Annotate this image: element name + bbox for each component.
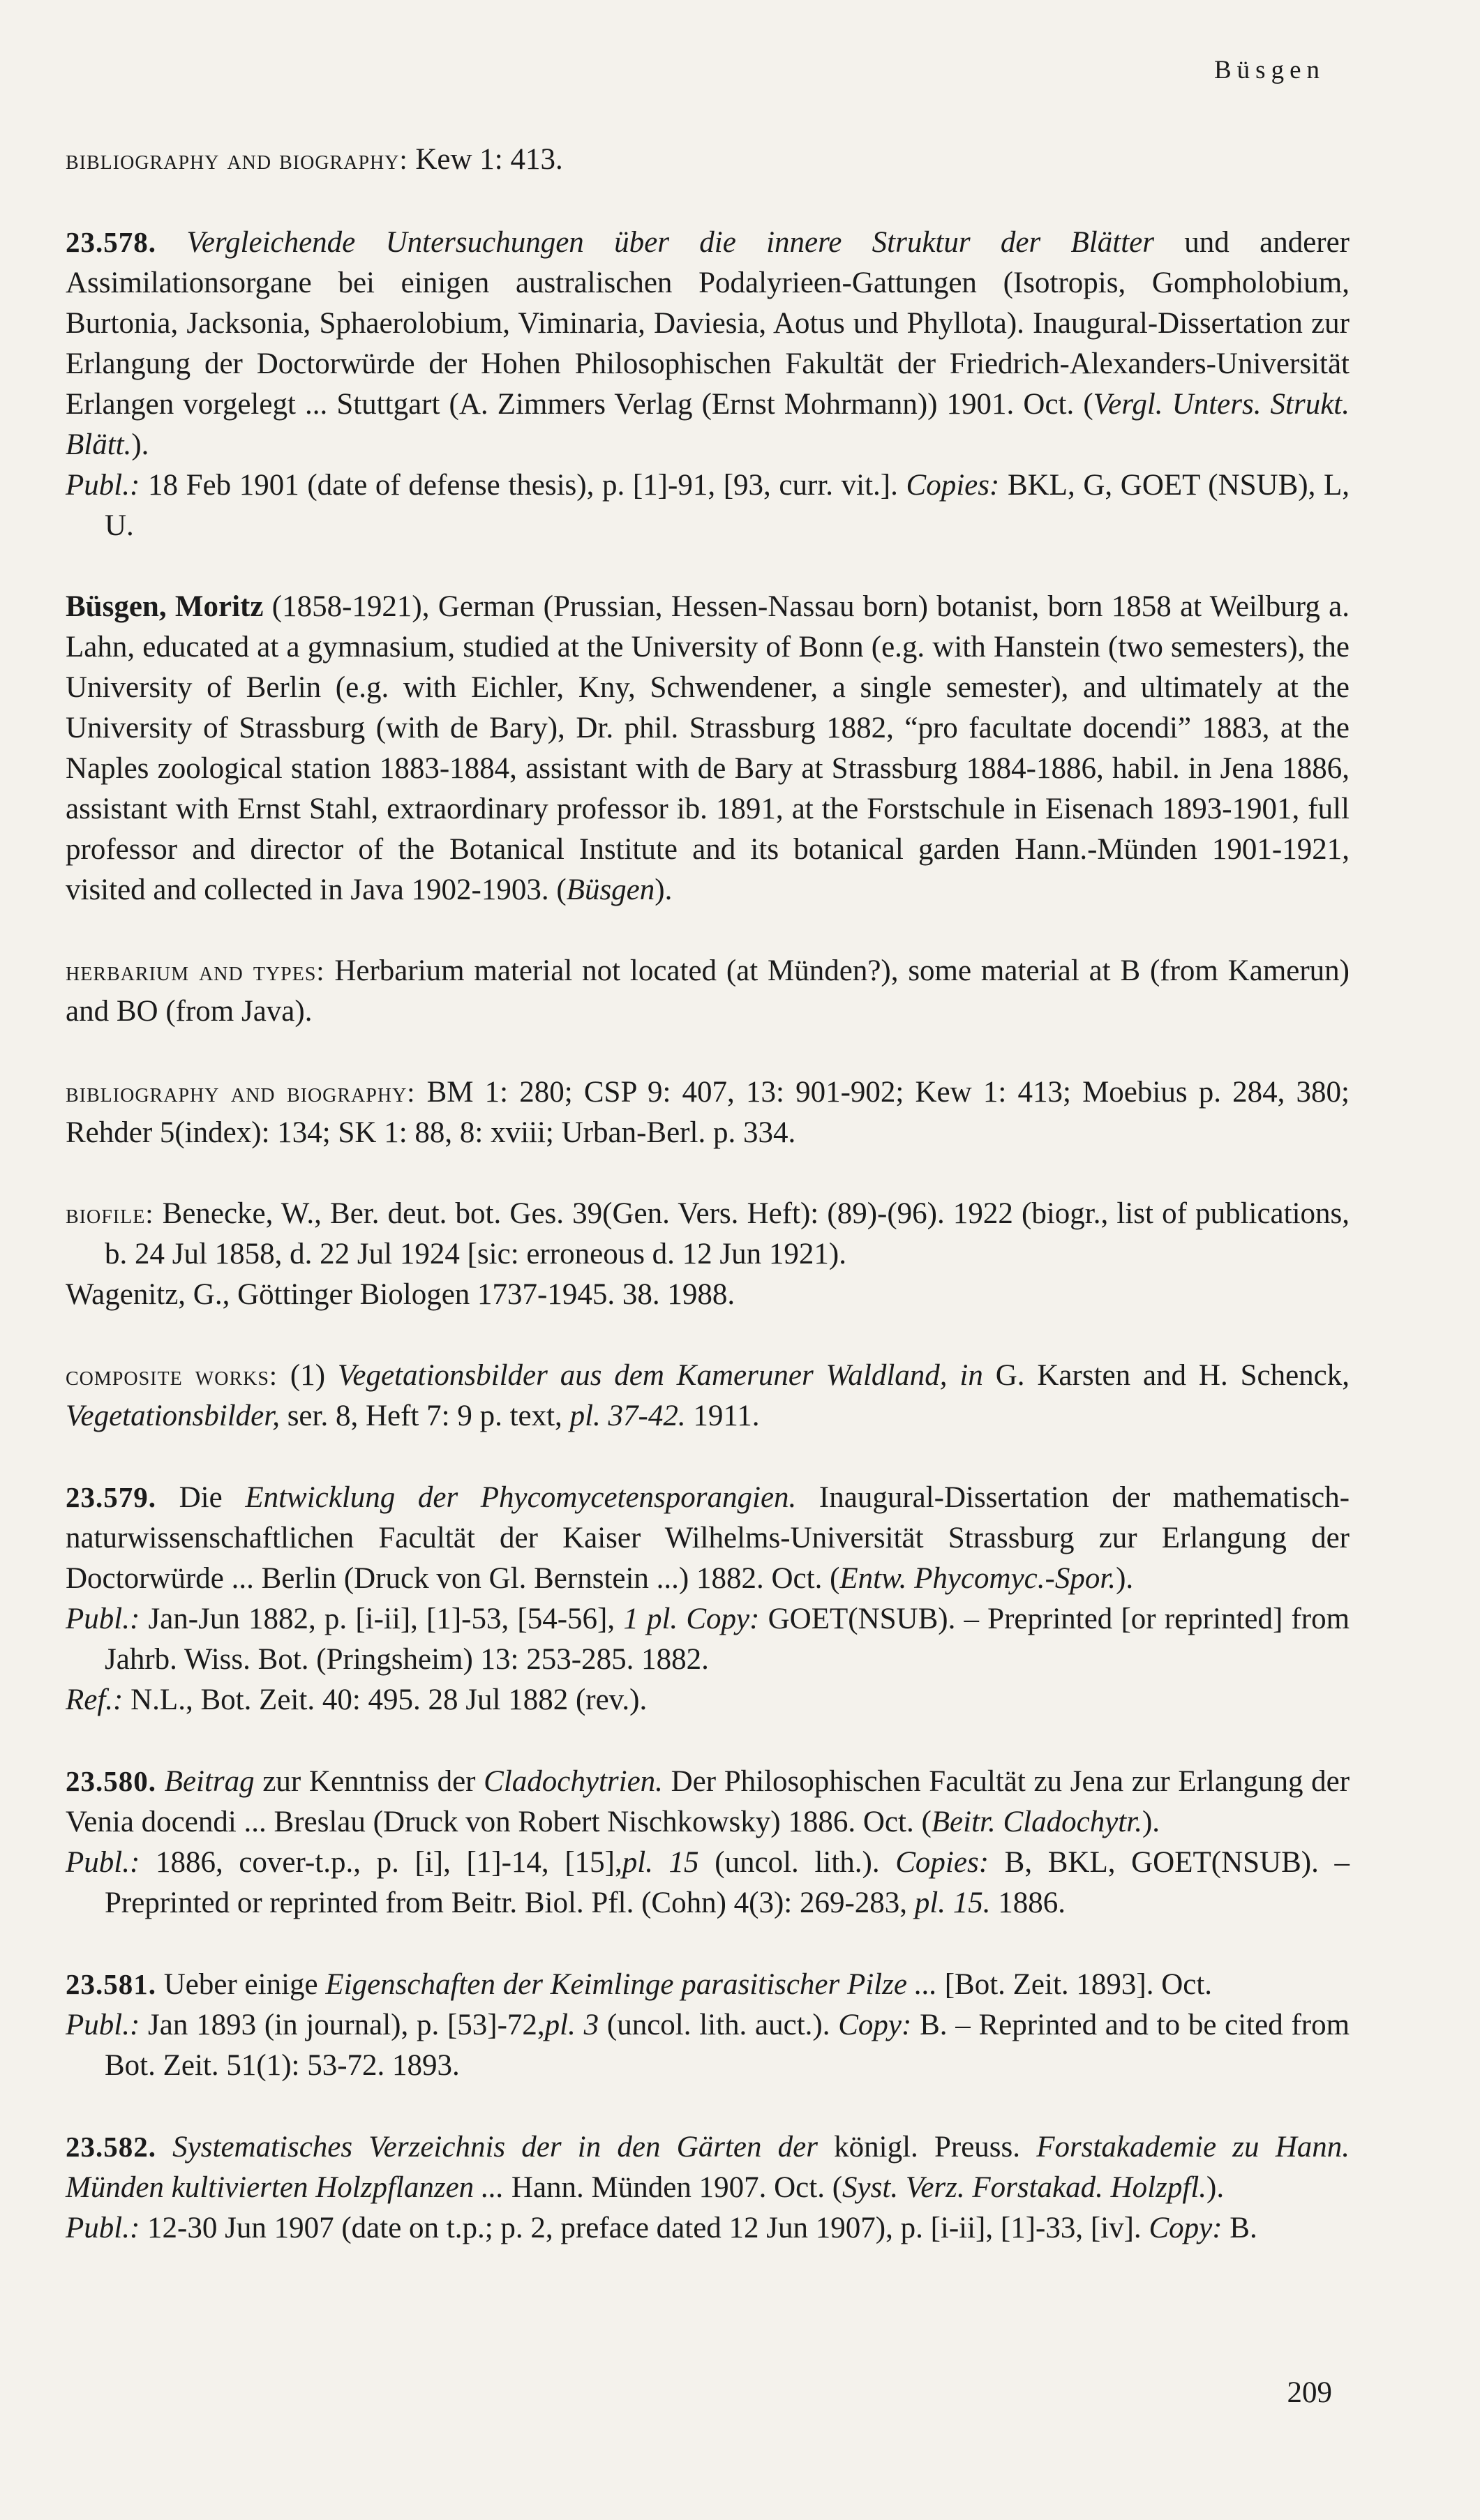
- entry-number: 23.582.: [66, 2131, 156, 2163]
- composite-title: Vegetationsbilder aus dem Kameruner Waldland, in: [337, 1359, 983, 1392]
- composite-series: Vegetationsbilder,: [66, 1400, 280, 1432]
- section-text: BM 1: 280; CSP 9: 407, 13: 901-902; Kew 1: 413; Moebius p. 284, 380; Rehder 5(index): 134; SK 1: 88, 8: xviii; Urban-Berl. p. 334.: [66, 1076, 1350, 1149]
- entry-publication: [66, 1843, 1350, 1923]
- page-content: [66, 140, 1350, 2289]
- biofile-line-1: [66, 1194, 1350, 1275]
- entry-title: Eigenschaften der Keimlinge parasitischer Pilze ...: [325, 1968, 937, 2001]
- biofile-text-1: Benecke, W., Ber. deut. bot. Ges. 39(Gen. Vers. Heft): (89)-(96). 1922 (biogr., list of publications, b. 24 Jul 1858, d. 22 Jul 1924 [sic: erroneous d. 12 Jun 1921).: [105, 1197, 1350, 1270]
- entry-abbreviation: Entw. Phycomyc.-Spor.: [839, 1562, 1116, 1595]
- composite-pre: (1): [290, 1359, 326, 1392]
- composite-rest: ser. 8, Heft 7: 9 p. text,: [287, 1400, 562, 1432]
- entry-body: Inaugural-Dissertation der mathematisch-naturwissenschaftlichen Facultät der Kaiser Wilhelms-Universität Strassburg zur Erlangung der Doctorwürde ... Berlin (Druck von Gl. Bernstein ...) 1882. Oct. (: [66, 1481, 1350, 1595]
- entry-23-579: [66, 1477, 1350, 1720]
- entry-title: Systematisches Verzeichnis der in den Gärten der: [172, 2131, 818, 2163]
- publ-label: Publ.:: [66, 2009, 140, 2041]
- publ-text: 12-30 Jun 1907 (date on t.p.; p. 2, preface dated 12 Jun 1907), p. [i-ii], [1]-33, [iv].: [147, 2212, 1142, 2244]
- entry-publication: [66, 2005, 1350, 2086]
- entry-close: ).: [1116, 1562, 1134, 1595]
- publ-text-2: (uncol. lith. auct.).: [606, 2009, 830, 2041]
- entry-body: Hann. Münden 1907. Oct. (: [511, 2171, 843, 2204]
- entry-mid: zur Kenntniss der: [262, 1765, 476, 1798]
- copy-label: Copy:: [686, 1603, 760, 1635]
- biography-close: ).: [655, 873, 673, 906]
- entry-23-578: [66, 222, 1350, 546]
- entry-number: 23.580.: [66, 1765, 156, 1797]
- biofile-section: [66, 1194, 1350, 1315]
- publ-text: 18 Feb 1901 (date of defense thesis), p. [1]-91, [93, curr. vit.].: [147, 469, 898, 502]
- copy-label: Copy:: [838, 2009, 912, 2041]
- composite-works-section: [66, 1356, 1350, 1437]
- author-name: Büsgen, Moritz: [66, 590, 264, 623]
- entry-close: ).: [1206, 2171, 1225, 2204]
- entry-body: [Bot. Zeit. 1893]. Oct.: [944, 1968, 1213, 2001]
- entry-title-2: Forstakademie zu Hann. Münden kultivierten Holzpflanzen ...: [66, 2131, 1350, 2204]
- entry-23-581: [66, 1964, 1350, 2086]
- copies-label: Copies:: [895, 1846, 989, 1879]
- copy-text: GOET(NSUB). – Preprinted [or reprinted] from Jahrb. Wiss. Bot. (Pringsheim) 13: 253-285. 1882.: [105, 1603, 1350, 1676]
- copies-label: Copies:: [906, 469, 1000, 502]
- publ-plates: pl. 3: [544, 2009, 599, 2041]
- publ-text: 1886, cover-t.p., p. [i], [1]-14, [15],: [155, 1846, 622, 1879]
- entry-publication: [66, 1599, 1350, 1680]
- biography-text: (1858-1921), German (Prussian, Hessen-Nassau born) botanist, born 1858 at Weilburg a. Lahn, educated at a gymnasium, studied at the University of Bonn (e.g. with Hanstein (two semesters), the University of Berlin (e.g. with Eichler, Kny, Schwendener, a single semester), and ultimately at the University of Strassburg (with de Bary), Dr. phil. Strassburg 1882, “pro facultate docendi” 1883, at the Naples zoological station 1883-1884, assistant with de Bary at Strassburg 1884-1886, habil. in Jena 1886, assistant with Ernst Stahl, extraordinary professor ib. 1891, at the Forstschule in Eisenach 1893-1901, full professor and director of the Botanical Institute and its botanical garden Hann.-Münden 1901-1921, visited and collected in Java 1902-1903. (: [66, 590, 1350, 906]
- publ-label: Publ.:: [66, 1846, 140, 1879]
- entry-close: ).: [131, 428, 149, 461]
- section-label: biofile:: [66, 1198, 154, 1229]
- copies-text: B, BKL, GOET(NSUB). – Preprinted or reprinted from Beitr. Biol. Pfl. (Cohn) 4(3): 269-283,: [105, 1846, 1350, 1919]
- copy-text: B.: [1229, 2212, 1257, 2244]
- composite-plates: pl. 37-42.: [569, 1400, 686, 1432]
- entry-title: Vergleichende Untersuchungen über die innere Struktur der Blätter: [186, 226, 1154, 259]
- entry-abbreviation: Vergl. Unters. Strukt. Blätt.: [66, 388, 1350, 461]
- section-label: herbarium and types:: [66, 955, 325, 987]
- publ-text-2: (uncol. lith.).: [715, 1846, 880, 1879]
- entry-abbreviation: Beitr. Cladochytr.: [931, 1806, 1142, 1838]
- section-label: bibliography and biography:: [66, 1077, 416, 1108]
- bibliography-section: [66, 1072, 1350, 1153]
- entry-number: 23.579.: [66, 1481, 156, 1513]
- copies-text: BKL, G, GOET (NSUB), L, U.: [105, 469, 1350, 542]
- entry-23-582: [66, 2127, 1350, 2249]
- copy-text: B. – Reprinted and to be cited from Bot. Zeit. 51(1): 53-72. 1893.: [105, 2009, 1350, 2082]
- entry-close: ).: [1142, 1806, 1160, 1838]
- composite-year: 1911.: [693, 1400, 760, 1432]
- entry-number: 23.581.: [66, 1968, 156, 2000]
- publ-plates: 1 pl.: [623, 1603, 678, 1635]
- entry-reference: [66, 1680, 1350, 1720]
- entry-pre: Die: [179, 1481, 223, 1514]
- copies-plates: pl. 15.: [914, 1887, 991, 1919]
- entry-mid: königl. Preuss.: [834, 2131, 1021, 2163]
- section-text: Kew 1: 413.: [415, 143, 563, 176]
- ref-text: N.L., Bot. Zeit. 40: 495. 28 Jul 1882 (rev.).: [130, 1683, 648, 1716]
- entry-pre: Ueber einige: [163, 1968, 318, 2001]
- publ-label: Publ.:: [66, 469, 140, 502]
- publ-text: Jan 1893 (in journal), p. [53]-72,: [148, 2009, 545, 2041]
- publ-text: Jan-Jun 1882, p. [i-ii], [1]-53, [54-56],: [148, 1603, 615, 1635]
- composite-mid: G. Karsten and H. Schenck,: [995, 1359, 1350, 1392]
- entry-publication: [66, 2208, 1350, 2249]
- copy-label: Copy:: [1149, 2212, 1223, 2244]
- copies-year: 1886.: [998, 1887, 1066, 1919]
- entry-number: 23.578.: [66, 226, 156, 258]
- entry-body: Der Philosophischen Facultät zu Jena zur Erlangung der Venia docendi ... Breslau (Druck von Robert Nischkowsky) 1886. Oct. (: [66, 1765, 1350, 1838]
- entry-title-2: Cladochytrien.: [484, 1765, 663, 1798]
- running-head: Büsgen: [1214, 56, 1325, 84]
- author-biography: [66, 587, 1350, 910]
- section-text: Herbarium material not located (at Münden?), some material at B (from Kamerun) and BO (from Java).: [66, 954, 1350, 1028]
- publ-plates: pl. 15: [622, 1846, 699, 1879]
- entry-publication: [66, 465, 1350, 546]
- bibliography-kew: [66, 140, 1350, 180]
- biofile-line-2: Wagenitz, G., Göttinger Biologen 1737-1945. 38. 1988.: [66, 1278, 735, 1311]
- page-number: 209: [1287, 2376, 1332, 2409]
- publ-label: Publ.:: [66, 1603, 140, 1635]
- ref-label: Ref.:: [66, 1683, 124, 1716]
- entry-23-580: [66, 1761, 1350, 1923]
- section-label: bibliography and biography:: [66, 144, 408, 175]
- entry-abbreviation: Syst. Verz. Forstakad. Holzpfl.: [842, 2171, 1207, 2204]
- entry-body: und anderer Assimilationsorgane bei einigen australischen Podalyrieen-Gattungen (Isotropis, Gompholobium, Burtonia, Jacksonia, Sphaerolobium, Viminaria, Daviesia, Aotus und Phyllota). Inaugural-Dissertation zur Erlangung der Doctorwürde der Hohen Philosophischen Fakultät der Friedrich-Alexanders-Universität Erlangen vorgelegt ... Stuttgart (A. Zimmers Verlag (Ernst Mohrmann)) 1901. Oct. (: [66, 226, 1350, 421]
- section-label: composite works:: [66, 1360, 278, 1391]
- biography-abbreviation: Büsgen: [566, 873, 655, 906]
- entry-title: Beitrag: [164, 1765, 255, 1798]
- herbarium-section: [66, 951, 1350, 1032]
- publ-label: Publ.:: [66, 2212, 140, 2244]
- entry-title: Entwicklung der Phycomycetensporangien.: [245, 1481, 797, 1514]
